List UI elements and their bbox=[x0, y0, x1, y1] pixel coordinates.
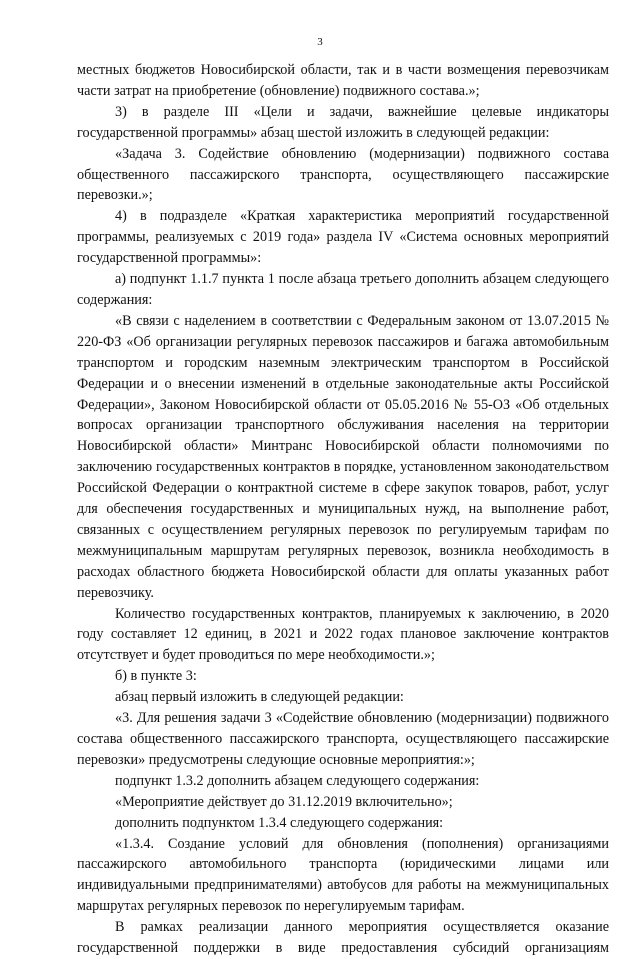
paragraph-12: «Мероприятие действует до 31.12.2019 включительно»; bbox=[115, 793, 453, 810]
paragraph-15: В рамках реализации данного мероприятия осуществляется оказание государственной поддержки в виде предоставления субсидий организациям bbox=[77, 919, 609, 957]
paragraph-4: 4) в подразделе «Краткая характеристика мероприятий государственной программы, реализуемых с 2019 года» раздела IV «Система основных мероприятий государственной программы»: bbox=[77, 208, 609, 267]
paragraph-8: б) в пункте 3: bbox=[115, 668, 197, 685]
paragraph-14: «1.3.4. Создание условий для обновления (пополнения) организациями пассажирского автомобильного транспорта (юридическими лицами или индивидуальными предпринимателями) автобусов для работы на межмуниципальных маршрутах регулярных перевозок по нерегулируемым тарифам. bbox=[77, 835, 609, 915]
paragraph-13: дополнить подпунктом 1.3.4 следующего содержания: bbox=[115, 814, 444, 831]
paragraph-9: абзац первый изложить в следующей редакции: bbox=[115, 689, 404, 706]
paragraph-5: а) подпункт 1.1.7 пункта 1 после абзаца третьего дополнить абзацем следующего содержания: bbox=[77, 271, 609, 308]
paragraph-11: подпункт 1.3.2 дополнить абзацем следующего содержания: bbox=[115, 772, 480, 789]
paragraph-3: «Задача 3. Содействие обновлению (модернизации) подвижного состава общественного пассажирского транспорта, осуществляющего пассажирские перевозки.»; bbox=[77, 145, 609, 204]
paragraph-1: местных бюджетов Новосибирской области, так и в части возмещения перевозчикам части затрат на приобретение (обновление) подвижного состава.»; bbox=[77, 62, 609, 99]
paragraph-7: Количество государственных контрактов, планируемых к заключению, в 2020 году составляет 12 единиц, в 2021 и 2022 годах плановое заключение контрактов отсутствует и будет проводиться по мере необходимости.»; bbox=[77, 605, 609, 664]
page-number: 3 bbox=[317, 36, 323, 48]
document-body bbox=[77, 60, 609, 959]
paragraph-6: «В связи с наделением в соответствии с Федеральным законом от 13.07.2015 № 220-ФЗ «Об организации регулярных перевозок пассажиров и багажа автомобильным транспортом и городским наземным электрическим транспортом в Российской Федерации и о внесении изменений в отдельные законодательные акты Российской Федерации», Законом Новосибирской области от 05.05.2016 № 55-ОЗ «Об отдельных вопросах организации транспортного обслуживания населения на территории Новосибирской области» Минтранс Новосибирской области полномочиями по заключению государственных контрактов в порядке, установленном законодательством Российской Федерации о контрактной системе в сфере закупок товаров, работ, услуг для обеспечения государственных и муниципальных нужд, на выполнение работ, связанных с осуществлением регулярных перевозок по регулируемым тарифам по межмуниципальным маршрутам регулярных перевозок, возникла необходимость в расходах областного бюджета Новосибирской области для оплаты указанных работ перевозчику. bbox=[77, 312, 609, 601]
paragraph-10: «3. Для решения задачи 3 «Содействие обновлению (модернизации) подвижного состава общественного пассажирского транспорта, осуществляющего пассажирские перевозки» предусмотрены следующие основные мероприятия:»; bbox=[77, 710, 609, 768]
paragraph-2: 3) в разделе III «Цели и задачи, важнейшие целевые индикаторы государственной программы» абзац шестой изложить в следующей редакции: bbox=[77, 103, 609, 141]
